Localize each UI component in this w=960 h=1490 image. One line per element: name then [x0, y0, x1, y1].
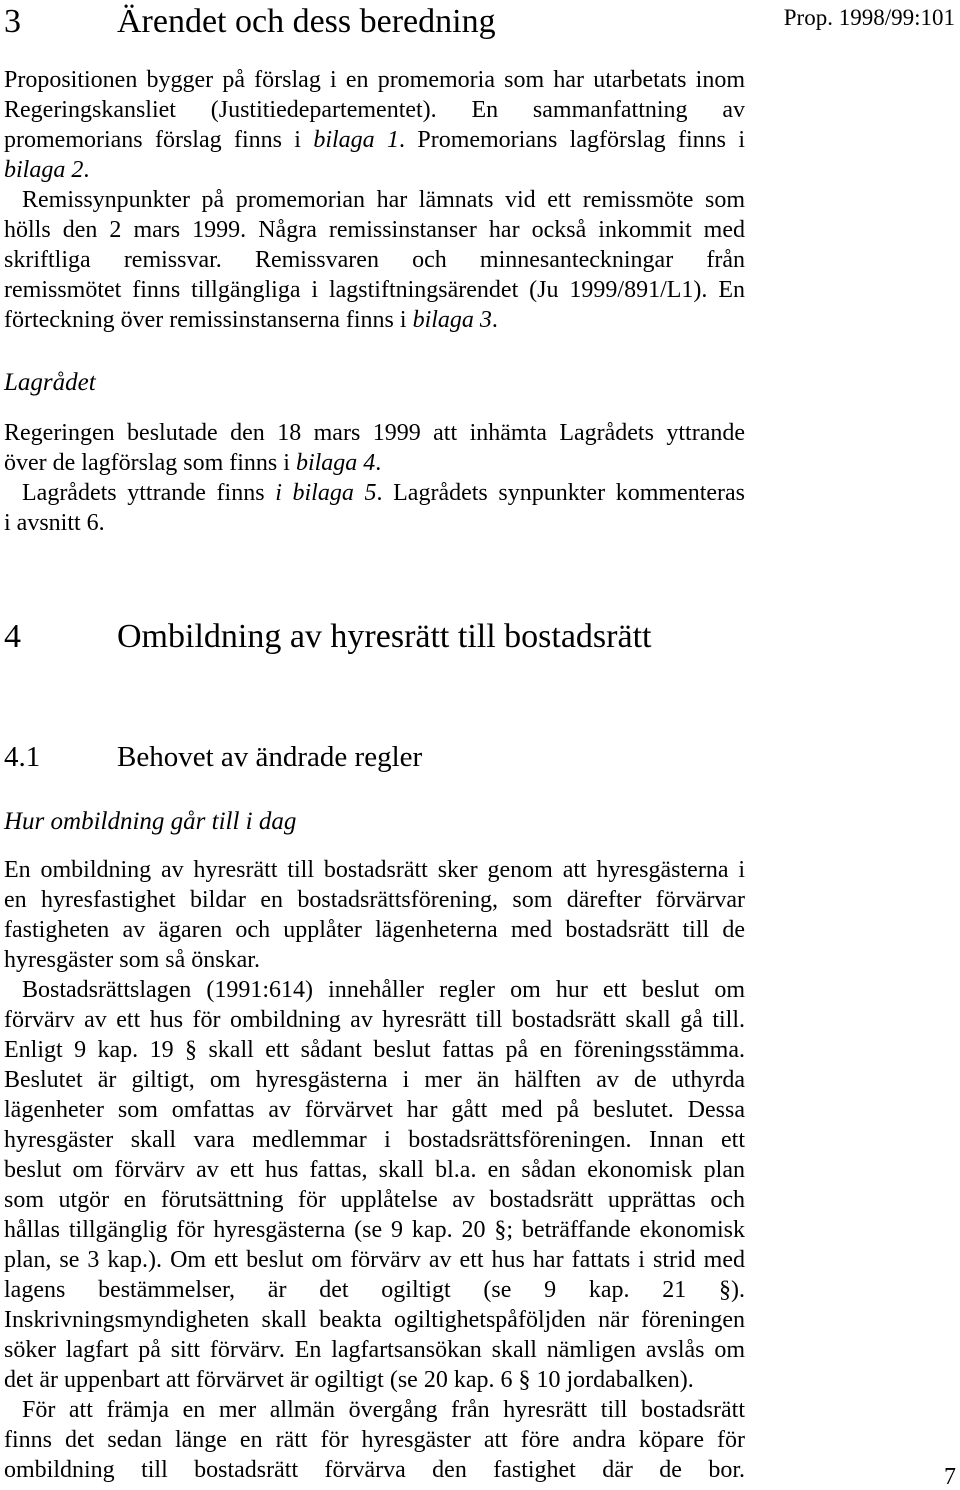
text-run: . Promemorians lagförslag finns i [399, 127, 745, 153]
text-line: hållas tillgänglig för hyresgästerna (se 9 kap. 20 §; beträffande ekonomisk [4, 1217, 745, 1243]
paragraph [4, 185, 745, 335]
paragraph [4, 418, 745, 478]
text-line: det är uppenbart att förvärvet är ogiltigt (se 20 kap. 6 § 10 jordabalken). [4, 1367, 694, 1393]
paragraph [4, 975, 745, 1395]
text-line: hyresgäster skall vara medlemmar i bostadsrättsföreningen. Innan ett [4, 1127, 745, 1153]
text-line [4, 305, 745, 335]
subheading: Hur ombildning går till i dag [4, 808, 297, 835]
section-number: 4.1 [4, 741, 41, 773]
text-line: Regeringskansliet (Justitiedepartementet). En sammanfattning av [4, 97, 745, 123]
subheading-lagradet: Lagrådet [4, 369, 96, 396]
text-line: plan, se 3 kap.). Om ett beslut om förvärv av ett hus har fattats i strid med [4, 1247, 745, 1273]
text-line: lägenheter som omfattas av förvärvet har gått med på beslutet. Dessa [4, 1097, 745, 1123]
text-line: i avsnitt 6. [4, 510, 105, 536]
text-line: remissmötet finns tillgängliga i lagstiftningsärendet (Ju 1999/891/L1). En [4, 277, 745, 303]
emphasis: bilaga 2 [4, 157, 84, 183]
text-line: fastigheten av ägaren och upplåter lägenheterna med bostadsrätt till de [4, 917, 745, 943]
text-run: . [491, 307, 498, 333]
text-line [4, 125, 745, 155]
text-line [4, 478, 745, 508]
text-line: En ombildning av hyresrätt till bostadsrätt sker genom att hyresgästerna i [4, 857, 745, 883]
text-line: Beslutet är giltigt, om hyresgästerna i mer än hälften av de uthyrda [4, 1067, 745, 1093]
text-line: För att främja en mer allmän övergång från hyresrätt till bostadsrätt [22, 1397, 745, 1423]
text-line: beslut om förvärv av ett hus fattas, skall bl.a. en sådan ekonomisk plan [4, 1157, 745, 1183]
text-line: förvärv av ett hus för ombildning av hyresrätt till bostadsrätt skall gå till. [4, 1007, 745, 1033]
text-line: Enligt 9 kap. 19 § skall ett sådant beslut fattas på en föreningsstämma. [4, 1037, 745, 1063]
text-line: skriftliga remissvar. Remissvaren och minnesanteckningar från [4, 247, 745, 273]
emphasis: i bilaga 5 [275, 480, 377, 506]
text-line: finns det sedan länge en rätt för hyresgäster att före andra köpare för [4, 1427, 745, 1453]
section-title: Behovet av ändrade regler [117, 741, 423, 773]
text-line: ombildning till bostadsrätt förvärva den fastighet där de bor. [4, 1457, 745, 1483]
paragraph [4, 1395, 745, 1485]
text-run: över de lagförslag som finns i [4, 450, 296, 476]
paragraph [4, 478, 745, 538]
section-heading [4, 739, 422, 775]
chapter-title: Ärendet och dess beredning [117, 3, 496, 40]
text-line: Propositionen bygger på förslag i en promemoria som har utarbetats inom [4, 67, 745, 93]
text-line: som utgör en förutsättning för upplåtelse av bostadsrätt upprättas och [4, 1187, 745, 1213]
paragraph [4, 855, 745, 975]
text-run: . [83, 157, 90, 183]
text-run: . [375, 450, 382, 476]
paragraph [4, 65, 745, 185]
text-line: Regeringen beslutade den 18 mars 1999 att inhämta Lagrådets yttrande [4, 420, 745, 446]
body-text [4, 65, 745, 335]
text-line: hyresgäster som så önskar. [4, 947, 260, 973]
emphasis: bilaga 3 [412, 307, 492, 333]
text-line: en hyresfastighet bildar en bostadsrättsförening, som därefter förvärvar [4, 887, 745, 913]
chapter-title: Ombildning av hyresrätt till bostadsrätt [117, 618, 652, 655]
text-line: söker lagfart på sitt förvärv. En lagfartsansökan skall nämligen avslås om [4, 1337, 745, 1363]
body-text [4, 855, 745, 1485]
text-line [4, 448, 745, 478]
chapter-number: 3 [4, 3, 21, 40]
page-number: 7 [944, 1464, 956, 1490]
text-line: Inskrivningsmyndigheten skall beakta ogiltighetspåföljden när föreningen [4, 1307, 745, 1333]
chapter-heading [4, 617, 651, 657]
text-line: hölls den 2 mars 1999. Några remissinstanser har också inkommit med [4, 217, 745, 243]
body-text [4, 418, 745, 538]
text-run: . Lagrådets synpunkter kommenteras [376, 480, 746, 506]
running-head: Prop. 1998/99:101 [783, 5, 955, 30]
text-line: Bostadsrättslagen (1991:614) innehåller regler om hur ett beslut om [22, 977, 745, 1003]
text-run: förteckning över remissinstanserna finns i [4, 307, 413, 333]
emphasis: bilaga 1 [313, 127, 400, 153]
text-run: promemorians förslag finns i [4, 127, 314, 153]
emphasis: bilaga 4 [295, 450, 376, 476]
text-line: lagens bestämmelser, är det ogiltigt (se 9 kap. 21 §). [4, 1277, 745, 1303]
text-run: Lagrådets yttrande finns [22, 480, 276, 506]
text-line: Remissynpunkter på promemorian har lämnats vid ett remissmöte som [22, 187, 745, 213]
chapter-heading [4, 2, 496, 42]
text-line [4, 155, 745, 185]
chapter-number: 4 [4, 618, 21, 655]
